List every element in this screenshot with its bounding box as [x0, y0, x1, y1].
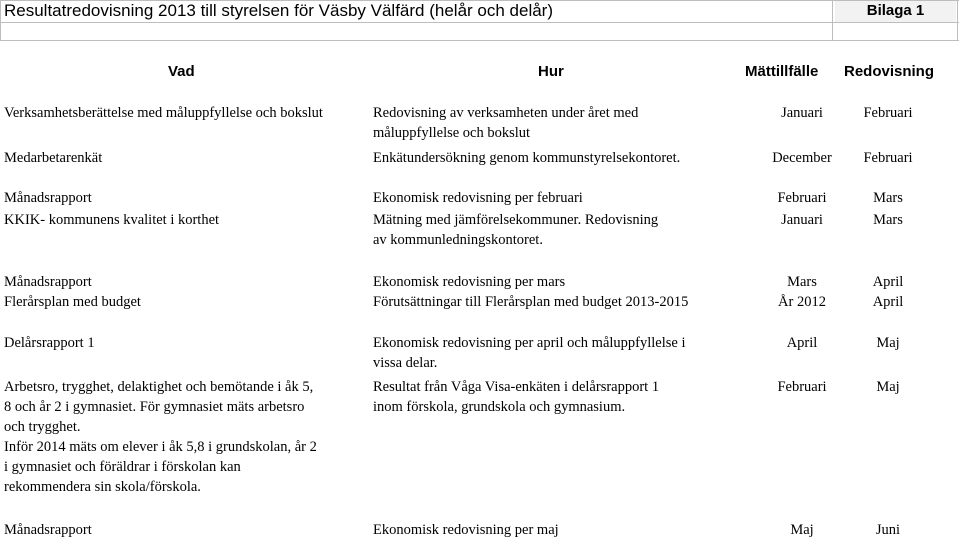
cell-mattillfalle: Februari — [777, 190, 827, 206]
cell-hur: Enkätundersökning genom kommunstyrelsekontoret. — [373, 150, 681, 166]
cell-hur: måluppfyllelse och bokslut — [373, 125, 531, 141]
page-title: Resultatredovisning 2013 till styrelsen för Väsby Välfärd (helår och delår) — [4, 1, 553, 20]
cell-hur: vissa delar. — [373, 355, 438, 371]
grid-line — [0, 22, 959, 23]
cell-redovisning: Mars — [873, 212, 903, 228]
cell-hur: Mätning med jämförelsekommuner. Redovisning — [373, 212, 659, 228]
cell-vad: Månadsrapport — [4, 190, 92, 206]
cell-vad: Arbetsro, trygghet, delaktighet och bemötande i åk 5, — [4, 379, 314, 395]
cell-hur: Ekonomisk redovisning per april och måluppfyllelse i — [373, 335, 686, 351]
cell-hur: av kommunledningskontoret. — [373, 232, 543, 248]
grid-line — [832, 0, 833, 41]
cell-hur: inom förskola, grundskola och gymnasium. — [373, 399, 626, 415]
cell-mattillfalle: År 2012 — [778, 294, 826, 310]
cell-mattillfalle: April — [786, 335, 818, 351]
grid-line — [957, 0, 958, 41]
cell-redovisning: Juni — [875, 522, 901, 538]
cell-redovisning: Mars — [873, 190, 903, 206]
cell-vad: Månadsrapport — [4, 274, 92, 290]
cell-mattillfalle: December — [772, 150, 832, 166]
cell-vad: KKIK- kommunens kvalitet i korthet — [4, 212, 220, 228]
grid-line — [0, 0, 1, 41]
cell-hur: Förutsättningar till Flerårsplan med budget 2013-2015 — [373, 294, 689, 310]
cell-redovisning: April — [872, 274, 904, 290]
header-redovisning: Redovisning — [844, 63, 935, 80]
cell-hur: Ekonomisk redovisning per februari — [373, 190, 583, 206]
cell-mattillfalle: Februari — [777, 379, 827, 395]
cell-vad: Verksamhetsberättelse med måluppfyllelse och bokslut — [4, 105, 323, 121]
cell-vad: Inför 2014 mäts om elever i åk 5,8 i grundskolan, år 2 — [4, 439, 317, 455]
cell-vad: rekommendera sin skola/förskola. — [4, 479, 201, 495]
grid-line — [0, 0, 959, 1]
header-vad: Vad — [168, 63, 195, 80]
cell-mattillfalle: Januari — [781, 105, 823, 121]
cell-redovisning: April — [872, 294, 904, 310]
grid-line — [0, 40, 959, 41]
cell-redovisning: Februari — [863, 150, 913, 166]
header-mattillfalle: Mättillfälle — [745, 63, 819, 80]
cell-mattillfalle: Januari — [781, 212, 823, 228]
bilaga-label: Bilaga 1 — [835, 0, 956, 22]
header-hur: Hur — [538, 63, 564, 80]
cell-vad: Månadsrapport — [4, 522, 92, 538]
cell-mattillfalle: Mars — [787, 274, 817, 290]
cell-redovisning: Maj — [876, 379, 900, 395]
cell-vad: Medarbetarenkät — [4, 150, 103, 166]
cell-vad: i gymnasiet och föräldrar i förskolan kan — [4, 459, 241, 475]
cell-vad: Flerårsplan med budget — [4, 294, 141, 310]
cell-vad: Delårsrapport 1 — [4, 335, 95, 351]
cell-hur: Resultat från Våga Visa-enkäten i delårsrapport 1 — [373, 379, 660, 395]
cell-mattillfalle: Maj — [790, 522, 814, 538]
cell-redovisning: Maj — [876, 335, 900, 351]
cell-hur: Redovisning av verksamheten under året med — [373, 105, 639, 121]
cell-vad: och trygghet. — [4, 419, 81, 435]
cell-hur: Ekonomisk redovisning per mars — [373, 274, 566, 290]
cell-vad: 8 och år 2 i gymnasiet. För gymnasiet mäts arbetsro — [4, 399, 305, 415]
cell-redovisning: Februari — [863, 105, 913, 121]
cell-hur: Ekonomisk redovisning per maj — [373, 522, 559, 538]
